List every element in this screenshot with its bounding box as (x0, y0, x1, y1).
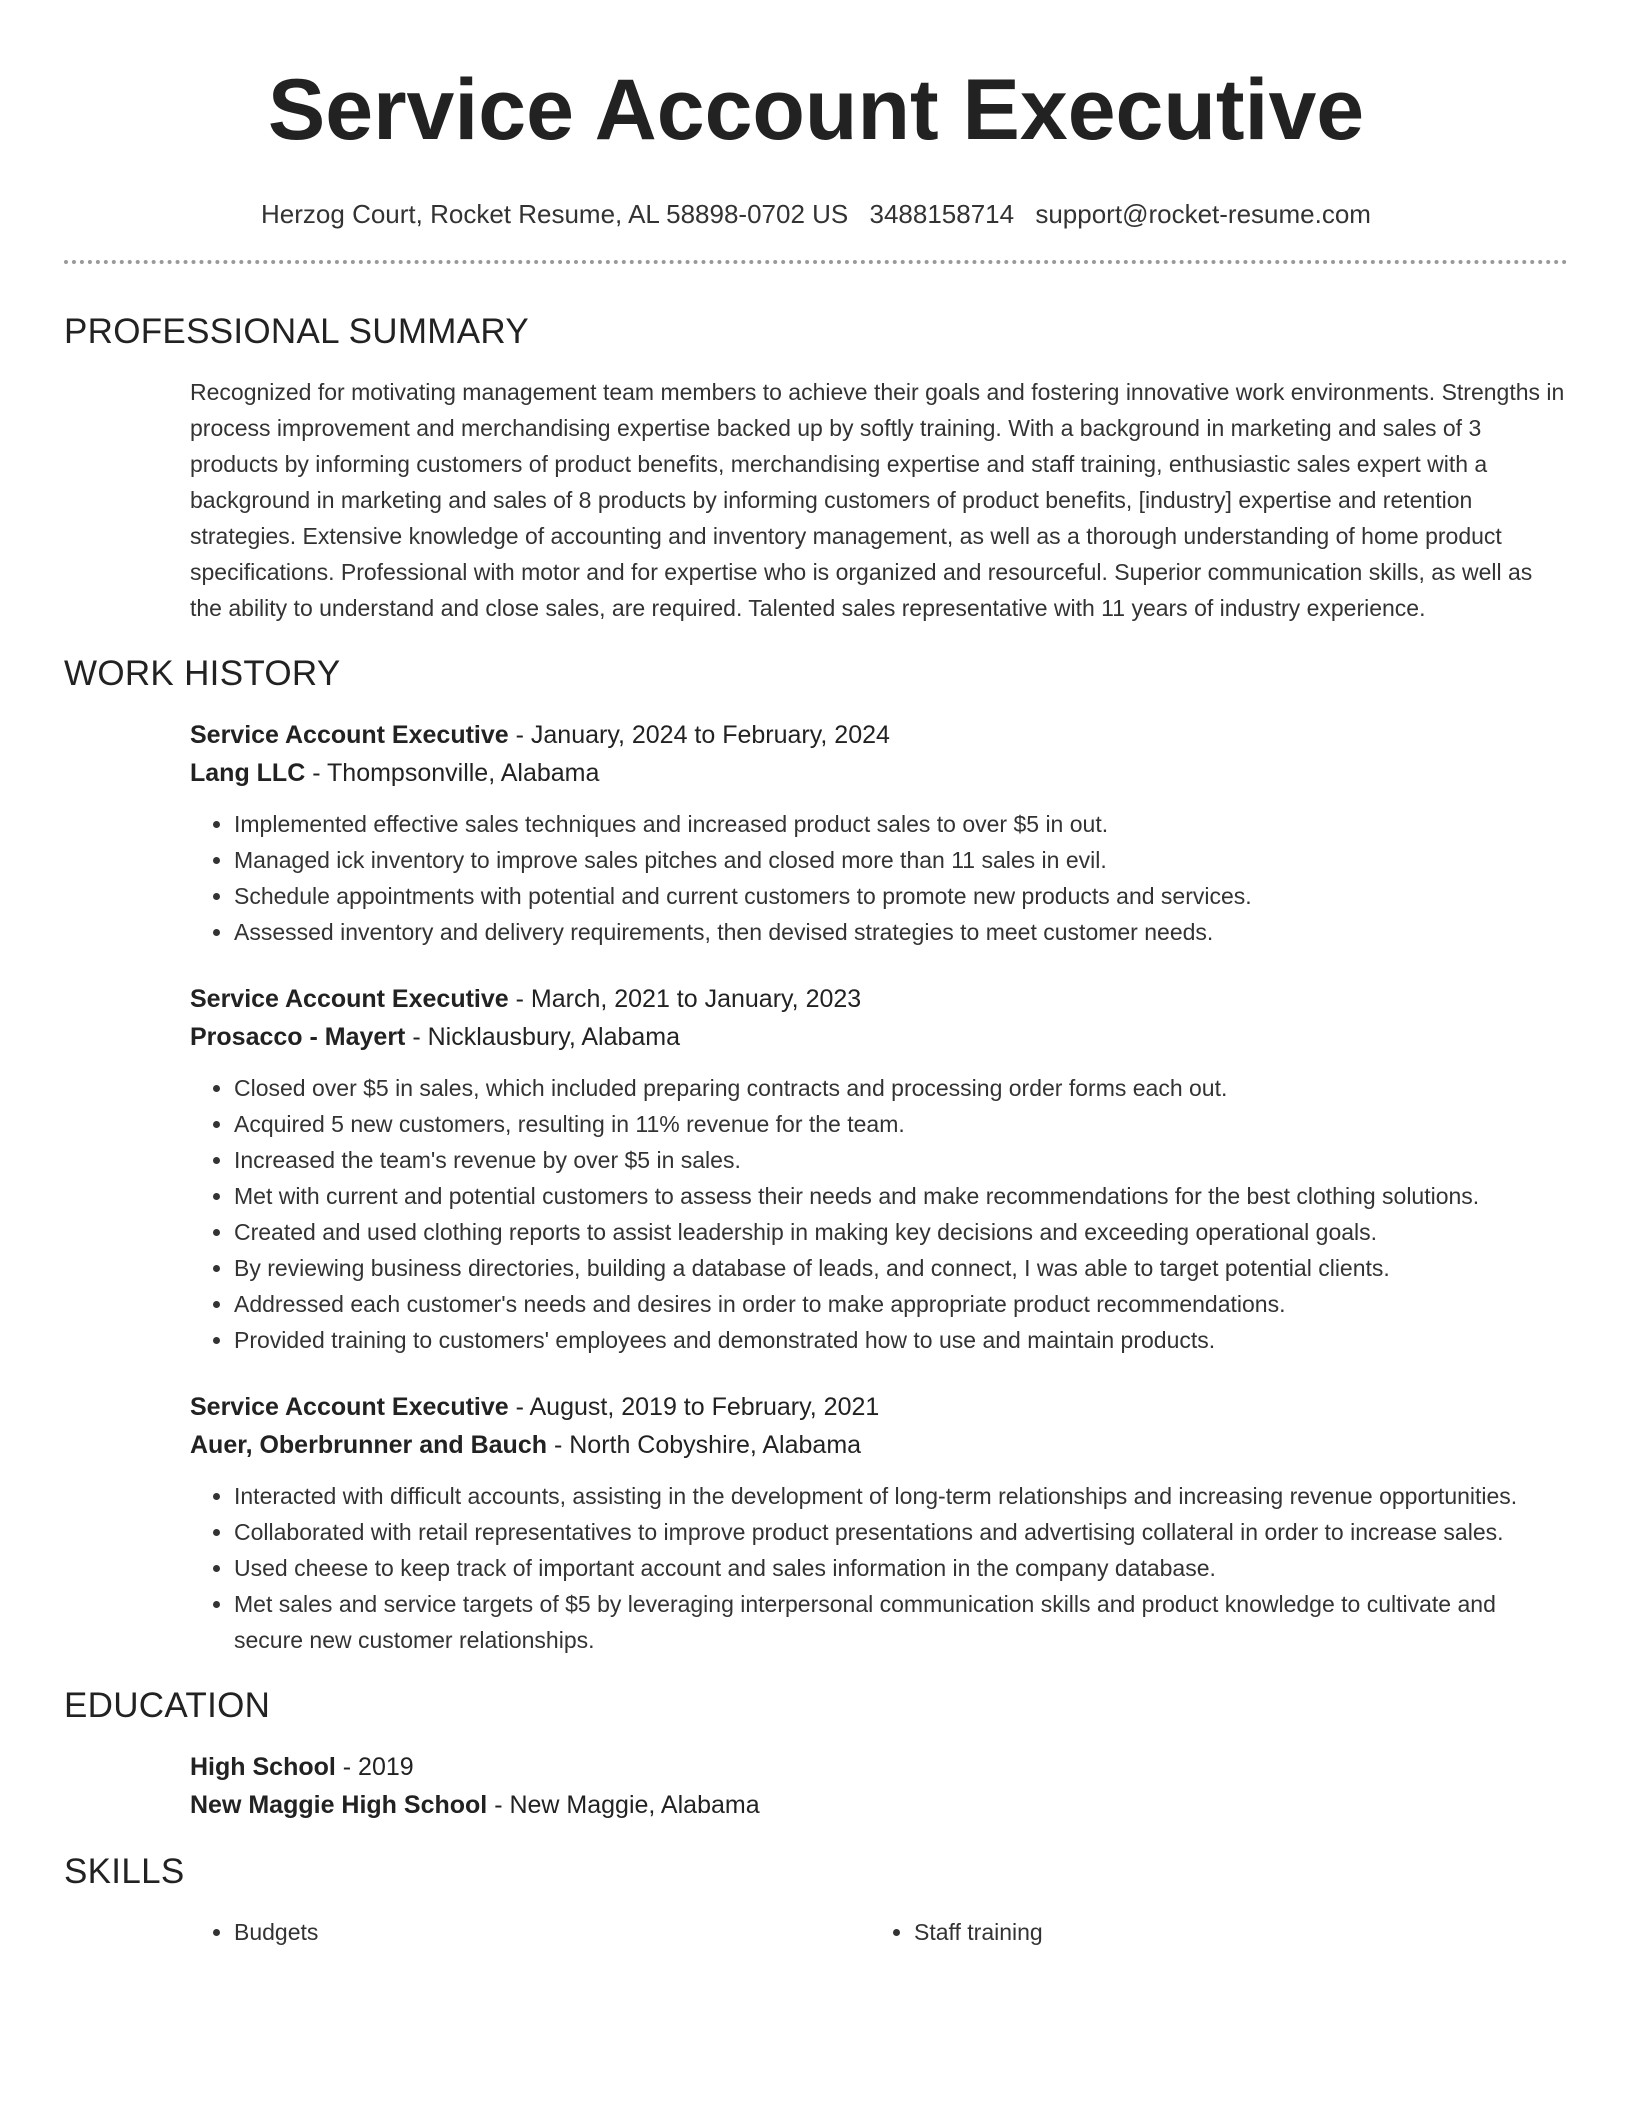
job-bullet: • By reviewing business directories, building a database of leads, and connect, I was able to target potential clients. (234, 1250, 1568, 1286)
work-history-section (64, 652, 1568, 1658)
work-history-title: WORK HISTORY (64, 654, 341, 693)
job-bullet: • Used cheese to keep track of important account and sales information in the company database. (234, 1550, 1568, 1586)
job-bullet: • Assessed inventory and delivery requirements, then devised strategies to meet customer needs. (234, 914, 1568, 950)
resume-name: Service Account Executive (267, 62, 1365, 158)
job-company-line (190, 754, 1568, 792)
job-bullet: • Met with current and potential customers to assess their needs and make recommendations for the best clothing solutions. (234, 1178, 1568, 1214)
job-location: - North Cobyshire, Alabama (547, 1431, 862, 1459)
job-bullet: • Met sales and service targets of $5 by leveraging interpersonal communication skills and product knowledge to cultivate and secure new customer relationships. (234, 1586, 1568, 1658)
skill-item: • Staff training (914, 1914, 1594, 1950)
job-bullet: • Acquired 5 new customers, resulting in 11% revenue for the team. (234, 1106, 1568, 1142)
job-entry (190, 980, 1568, 1358)
resume-page (64, 0, 1568, 1950)
job-role: Service Account Executive (190, 1393, 509, 1421)
header-divider (64, 260, 1568, 264)
summary-section (64, 310, 1568, 626)
job-dates: - August, 2019 to February, 2021 (508, 1393, 880, 1421)
contact-line (64, 198, 1568, 230)
education-title: EDUCATION (64, 1686, 271, 1725)
job-location: - Thompsonville, Alabama (305, 759, 600, 787)
job-bullet: • Managed ick inventory to improve sales pitches and closed more than 11 sales in evil. (234, 842, 1568, 878)
job-dates: - January, 2024 to February, 2024 (508, 721, 890, 749)
education-year: - 2019 (335, 1753, 414, 1781)
job-bullet: • Provided training to customers' employees and demonstrated how to use and maintain products. (234, 1322, 1568, 1358)
education-section (64, 1684, 1568, 1824)
job-title-line (190, 980, 1568, 1018)
job-bullet: • Implemented effective sales techniques and increased product sales to over $5 in out. (234, 806, 1568, 842)
job-location: - Nicklausbury, Alabama (405, 1023, 681, 1051)
contact-address: Herzog Court, Rocket Resume, AL 58898-0702 US (261, 199, 849, 229)
job-company-line (190, 1426, 1568, 1464)
job-bullet: • Interacted with difficult accounts, assisting in the development of long-term relationships and increasing revenue opportunities. (234, 1478, 1568, 1514)
education-school-line (190, 1786, 1568, 1824)
job-bullet: • Addressed each customer's needs and desires in order to make appropriate product recommendations. (234, 1286, 1568, 1322)
education-location: - New Maggie, Alabama (487, 1791, 760, 1819)
job-role: Service Account Executive (190, 721, 509, 749)
education-degree: High School (190, 1753, 336, 1781)
job-title-line (190, 716, 1568, 754)
job-bullets (190, 1070, 1568, 1358)
education-school: New Maggie High School (190, 1791, 488, 1819)
skills-title: SKILLS (64, 1852, 185, 1891)
summary-title: PROFESSIONAL SUMMARY (64, 312, 529, 351)
job-company: Auer, Oberbrunner and Bauch (190, 1431, 548, 1459)
job-bullet: • Collaborated with retail representatives to improve product presentations and advertising collateral in order to increase sales. (234, 1514, 1568, 1550)
job-role: Service Account Executive (190, 985, 509, 1013)
skills-section (64, 1850, 1568, 1950)
job-bullet: • Increased the team's revenue by over $5 in sales. (234, 1142, 1568, 1178)
summary-text: Recognized for motivating management team members to achieve their goals and fostering innovative work environments. Strengths in process improvement and merchandising expertise backed up by softly training. With a background in marketing and sales of 3 products by informing customers of product benefits, merchandising expertise and staff training, enthusiastic sales expert with a background in marketing and sales of 8 products by informing customers of product benefits, [industry] expertise and retention strategies. Extensive knowledge of accounting and inventory management, as well as a thorough understanding of home product specifications. Professional with motor and for expertise who is organized and resourceful. Superior communication skills, as well as the ability to understand and close sales, are required. Talented sales representative with 11 years of industry experience. (190, 379, 1565, 621)
job-company: Lang LLC (190, 759, 306, 787)
job-entry (190, 716, 1568, 950)
job-dates: - March, 2021 to January, 2023 (508, 985, 862, 1013)
job-bullet: • Created and used clothing reports to assist leadership in making key decisions and exceeding operational goals. (234, 1214, 1568, 1250)
job-company-line (190, 1018, 1568, 1056)
job-bullet: • Closed over $5 in sales, which included preparing contracts and processing order forms each out. (234, 1070, 1568, 1106)
job-title-line (190, 1388, 1568, 1426)
job-entry (190, 1388, 1568, 1658)
skills-list (190, 1914, 1568, 1950)
job-bullet: • Schedule appointments with potential and current customers to promote new products and services. (234, 878, 1568, 914)
skill-item: • Budgets (234, 1914, 914, 1950)
job-company: Prosacco - Mayert (190, 1023, 406, 1051)
education-degree-line (190, 1748, 1568, 1786)
contact-email: support@rocket-resume.com (1035, 199, 1371, 229)
job-bullets (190, 1478, 1568, 1658)
contact-phone: 3488158714 (869, 199, 1015, 229)
job-bullets (190, 806, 1568, 950)
